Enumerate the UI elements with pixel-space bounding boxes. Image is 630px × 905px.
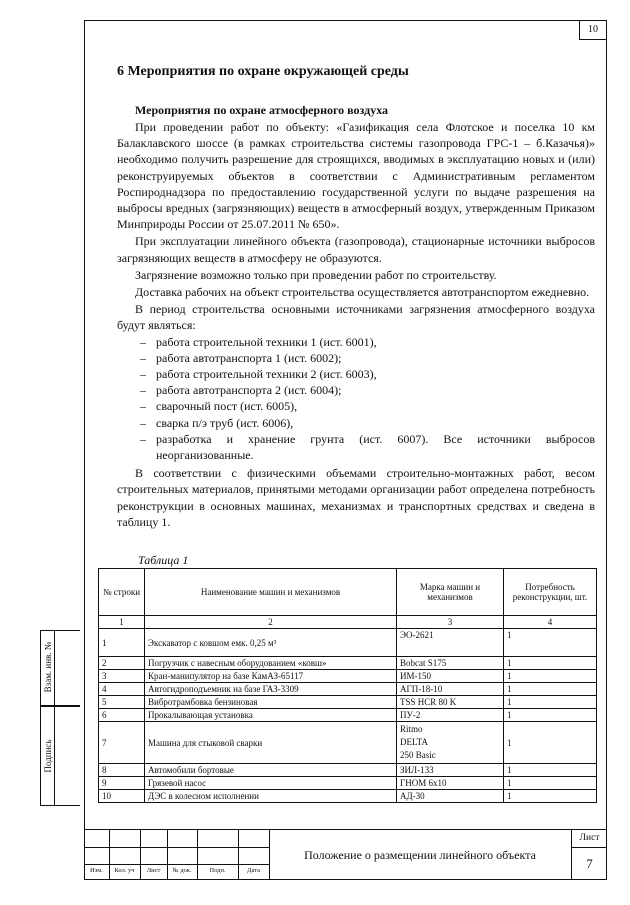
title-block-label: Изм. [90, 867, 103, 874]
row-qty: 1 [504, 709, 597, 722]
paragraph: В соответствии с физическими объемами строительно-монтажных работ, весом строительных материалов, принятыми методами организации работ определена потребность реконструкции в основных машинах, механизмах и транспортных средствах и сведена в таблицу 1. [117, 466, 595, 529]
row-qty: 1 [504, 670, 597, 683]
table-row [99, 790, 597, 803]
row-qty: 1 [504, 696, 597, 709]
table-row [99, 764, 597, 777]
colnum-cell: 3 [397, 616, 504, 629]
row-number: 9 [99, 777, 145, 790]
table-row [99, 696, 597, 709]
row-name: Машина для стыковой сварки [145, 722, 397, 764]
title-block-label: Подп. [209, 867, 226, 874]
table-row [99, 670, 597, 683]
header-cell: Потребность реконструкции, шт. [504, 569, 597, 616]
row-name: ДЭС в колесном исполнении [145, 790, 397, 803]
list-item: – работа автотранспорта 2 (ист. 6004); [117, 382, 595, 398]
header-cell: Марка машин и механизмов [397, 569, 504, 616]
row-name: Автомобили бортовые [145, 764, 397, 777]
row-qty: 1 [504, 722, 597, 764]
title-block [84, 829, 607, 880]
page-number-box: 10 [579, 20, 607, 40]
row-number: 3 [99, 670, 145, 683]
sheet-label: Лист [579, 833, 600, 843]
row-brand: ПУ-2 [397, 709, 504, 722]
row-qty: 1 [504, 657, 597, 670]
row-brand: Bobcat S175 [397, 657, 504, 670]
title-block-label: Кол. уч [114, 867, 135, 874]
list-item: – сварка п/э труб (ист. 6006), [117, 415, 595, 431]
title-block-label: № док. [172, 867, 192, 874]
table-row [99, 629, 597, 657]
table-row [99, 683, 597, 696]
row-number: 5 [99, 696, 145, 709]
row-number: 7 [99, 722, 145, 764]
section-title: 6 Мероприятия по охране окружающей среды [117, 64, 409, 79]
row-qty: 1 [504, 764, 597, 777]
row-brand: ИМ-150 [397, 670, 504, 683]
paragraph: При проведении работ по объекту: «Газификация села Флотское и поселка 10 км Балаклавского шоссе (в рамках строительства системы газопровода ГРС-1 – б.Казачья)» необходимо получить разрешение для строящихся, вводимых в эксплуатацию новых и (или) реконструируемых объектов в соответствии с Административным регламентом Роспироднадзора по предоставлению государственной услуги по выдаче разрешения на выбросы вредных (загрязняющих) веществ в атмосферный воздух, утвержденным Приказом Минприроды России от 25.07.2011 № 650». [117, 120, 595, 232]
row-brand: TSS HCR 80 K [397, 696, 504, 709]
row-qty: 1 [504, 629, 597, 657]
sheet-number: 7 [586, 856, 593, 871]
row-number: 8 [99, 764, 145, 777]
paragraph: Доставка рабочих на объект строительства осуществляется автотранспортом ежедневно. [135, 285, 590, 300]
signature-box [40, 706, 80, 806]
row-qty: 1 [504, 683, 597, 696]
row-number: 4 [99, 683, 145, 696]
signature-label: Подпись [43, 739, 53, 773]
replacement-inventory-box [40, 630, 80, 706]
row-qty: 1 [504, 777, 597, 790]
document-title: Положение о размещении линейного объекта [304, 847, 536, 862]
paragraph: При эксплуатации линейного объекта (газопровода), стационарные источники выбросов загрязняющих веществ в атмосферу не образуются. [117, 234, 595, 265]
list-item: – работа строительной техники 2 (ист. 6003), [117, 366, 595, 382]
header-cell: № строки [99, 569, 145, 616]
sources-list [117, 334, 595, 464]
row-brand: ЗИЛ-133 [397, 764, 504, 777]
colnum-cell: 1 [99, 616, 145, 629]
row-number: 2 [99, 657, 145, 670]
list-item: – сварочный пост (ист. 6005), [117, 398, 595, 414]
inventory-label: Взам. инв. № [43, 641, 53, 693]
row-number: 6 [99, 709, 145, 722]
title-block-label: Дата [247, 867, 260, 874]
row-name: Погрузчик с навесным оборудованием «ковш» [145, 657, 397, 670]
machines-table [98, 568, 597, 803]
table-row [99, 722, 597, 764]
row-name: Автогидроподъемник на базе ГАЗ-3309 [145, 683, 397, 696]
row-name: Вибротрамбовка бензиновая [145, 696, 397, 709]
table-row [99, 709, 597, 722]
list-item: – разработка и хранение грунта (ист. 6007). Все источники выбросов неорганизованные. [117, 431, 595, 463]
row-brand: ГНОМ 6х10 [397, 777, 504, 790]
sheet-box [571, 830, 607, 880]
row-name: Кран-манипулятор на базе КамАЗ-65117 [145, 670, 397, 683]
row-brand: АД-30 [397, 790, 504, 803]
list-item: – работа строительной техники 1 (ист. 6001), [117, 334, 595, 350]
colnum-cell: 4 [504, 616, 597, 629]
paragraph: Загрязнение возможно только при проведении работ по строительству. [135, 267, 497, 282]
paragraph: В период строительства основными источниками загрязнения атмосферного воздуха будут являться: [117, 302, 595, 333]
body-text [117, 119, 595, 530]
table-row [99, 657, 597, 670]
table-header-row [99, 569, 597, 616]
table-caption: Таблица 1 [138, 553, 189, 567]
row-brand: Ritmo DELTA 250 Basic [397, 722, 504, 764]
subsection-title: Мероприятия по охране атмосферного воздуха [135, 103, 389, 117]
row-number: 10 [99, 790, 145, 803]
row-brand: АГП-18-10 [397, 683, 504, 696]
colnum-cell: 2 [145, 616, 397, 629]
table-row [99, 777, 597, 790]
row-brand: ЭО-2621 [397, 629, 504, 657]
row-name: Прокалывающая установка [145, 709, 397, 722]
row-name: Грязевой насос [145, 777, 397, 790]
header-cell: Наименование машин и механизмов [145, 569, 397, 616]
table-colnum-row [99, 616, 597, 629]
row-name: Экскаватор с ковшом емк. 0,25 м³ [145, 629, 397, 657]
list-item: – работа автотранспорта 1 (ист. 6002); [117, 350, 595, 366]
row-qty: 1 [504, 790, 597, 803]
title-block-label: Лист [146, 867, 161, 874]
row-number: 1 [99, 629, 145, 657]
